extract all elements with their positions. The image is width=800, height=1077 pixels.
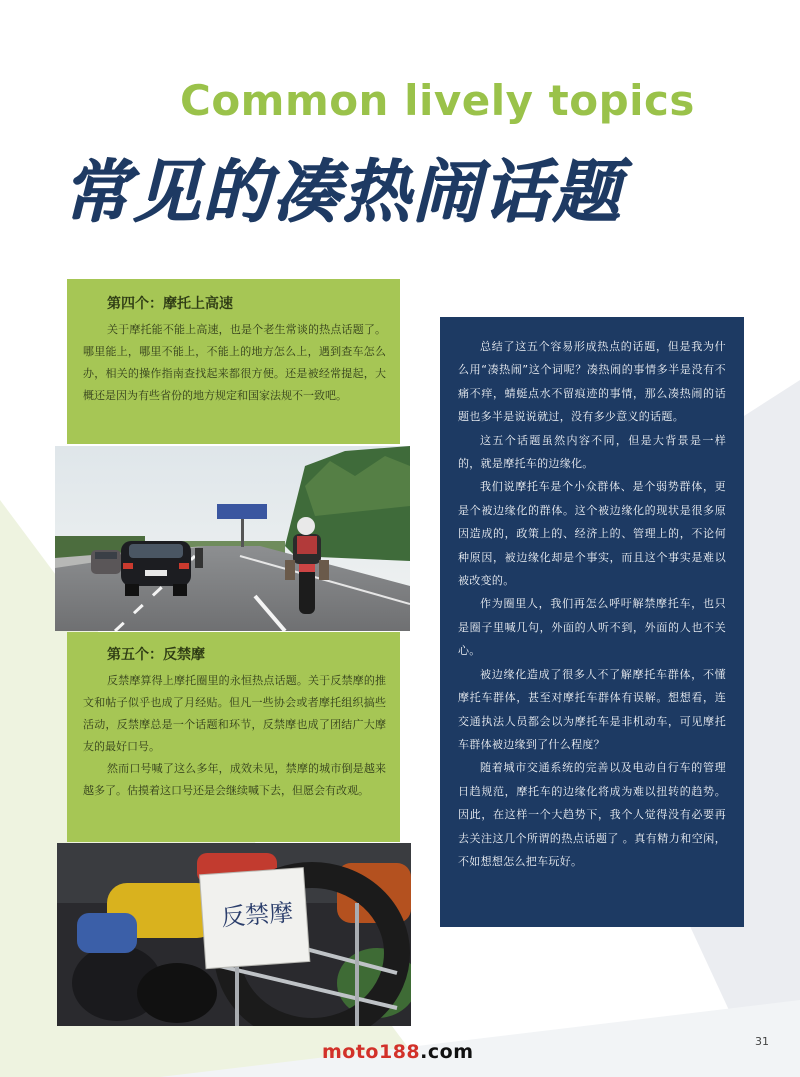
section-5-paragraph: 然而口号喊了这么多年，成效未见，禁摩的城市倒是越来越多了。估摸着这口号还是会继续喊下去，但愿会有改观。 — [83, 762, 386, 797]
sidebar-paragraph: 总结了这五个容易形成热点的话题，但是我为什么用“凑热闹”这个词呢？凑热闹的事情多半是没有不痛不痒，蜻蜓点水不留痕迹的事情，那么凑热闹的话题也多半是说说就过，没有多少意义的话题。 — [458, 340, 726, 424]
anti-ban-sign-text: 反禁摩 — [220, 898, 295, 932]
section-4-paragraph: 关于摩托能不能上高速，也是个老生常谈的热点话题了。哪里能上，哪里不能上，不能上的地方怎么上，遇到查车怎么办，相关的操作指南查找起来都很方便。还是被经常提起，大概还是因为有些省份的地方规定和国家法规不一致吧。 — [83, 323, 386, 402]
section-4-box — [67, 279, 400, 444]
sidebar-paragraph: 被边缘化造成了很多人不了解摩托车群体，不懂摩托车群体，甚至对摩托车群体有误解。想想看，连交通执法人员都会以为摩托车是非机动车，可见摩托车群体被边缘到了什么程度？ — [458, 667, 726, 751]
page-number: 31 — [755, 1035, 769, 1048]
site-watermark[interactable] — [322, 1041, 474, 1063]
sidebar-paragraph: 我们说摩托车是个小众群体、是个弱势群体，更是个被边缘化的群体。这个被边缘化的现状是很多原因造成的，政策上的、经济上的、管理上的，不论何种原因，被边缘化却是个事实，而且这个事实是难以被改变的。 — [458, 480, 726, 588]
watermark-domain: .com — [420, 1041, 474, 1063]
title-english: Common lively topics — [180, 76, 695, 125]
motorcycle-illustration — [57, 843, 411, 1026]
watermark-brand: moto188 — [322, 1041, 421, 1063]
sidebar-paragraph: 随着城市交通系统的完善以及电动自行车的管理日趋规范，摩托车的边缘化将成为难以扭转的趋势。因此，在这样一个大趋势下，我个人觉得没有必要再去关注这几个所谓的热点话题了 。真有精力和空闲，不如想想怎么把车玩好。 — [458, 761, 726, 868]
section-5-paragraph: 反禁摩算得上摩托圈里的永恒热点话题。关于反禁摩的推文和帖子似乎也成了月经贴。但凡一些协会或者摩托组织搞些活动，反禁摩总是一个话题和环节，反禁摩也成了团结广大摩友的最好口号。 — [83, 674, 386, 753]
title-chinese: 常见的凑热闹话题 — [62, 153, 623, 232]
anti-ban-photo — [57, 843, 411, 1026]
section-4-heading: 第四个：摩托上高速 — [107, 296, 233, 312]
summary-sidebar — [440, 317, 744, 927]
section-5-heading: 第五个：反禁摩 — [107, 647, 205, 663]
sidebar-paragraph: 这五个话题虽然内容不同，但是大背景是一样的，就是摩托车的边缘化。 — [458, 433, 726, 471]
sidebar-paragraph: 作为圈里人，我们再怎么呼吁解禁摩托车，也只是圈子里喊几句，外面的人听不到，外面的人也不关心。 — [458, 597, 726, 658]
section-5-box — [67, 632, 400, 842]
highway-photo — [55, 446, 410, 631]
highway-illustration — [55, 446, 410, 631]
